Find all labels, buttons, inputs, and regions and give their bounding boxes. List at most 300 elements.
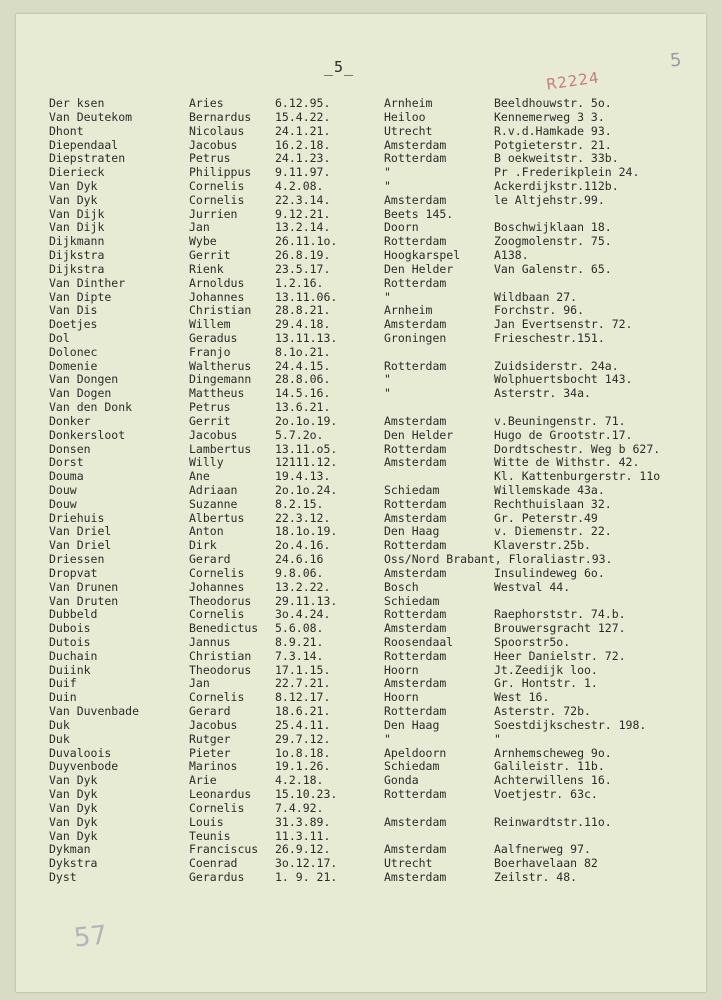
entry-address: Wolphuertsbocht 143.	[494, 372, 633, 387]
entry-surname: Douma	[49, 469, 84, 484]
entry-surname: Duiink	[49, 662, 91, 677]
entry-surname: Duk	[49, 731, 70, 746]
entry-birth-date: 19.4.13.	[275, 469, 331, 484]
list-row	[16, 580, 706, 594]
entry-birth-date: 11.3.11.	[275, 828, 331, 843]
entry-city: Schiedam	[384, 593, 440, 608]
entry-address: Wildbaan 27.	[494, 289, 578, 304]
list-row	[16, 179, 706, 193]
entry-surname: Van Dyk	[49, 178, 98, 193]
list-row	[16, 110, 706, 124]
entry-surname: Van Dijk	[49, 220, 105, 235]
entry-city: Den Helder	[384, 261, 454, 276]
list-row	[16, 607, 706, 621]
entry-birth-date: 13.11.06.	[275, 289, 338, 304]
list-row	[16, 718, 706, 732]
folio-pencil-mark: 5	[669, 49, 683, 72]
list-row	[16, 442, 706, 456]
entry-birth-date: 1o.8.18.	[275, 745, 331, 760]
entry-city: Heiloo	[384, 109, 426, 124]
entry-city: Amsterdam	[384, 565, 447, 580]
entry-address: Forchstr. 96.	[494, 303, 585, 318]
entry-birth-date: 13.2.22.	[275, 579, 331, 594]
entry-first-name: Jacobus	[189, 427, 238, 442]
list-row	[16, 704, 706, 718]
entry-surname: Van Driel	[49, 538, 112, 553]
entry-first-name: Theodorus	[189, 662, 252, 677]
list-row	[16, 207, 706, 221]
entry-address: Zoogmolenstr. 75.	[494, 234, 612, 249]
entry-city: Rotterdam	[384, 538, 447, 553]
list-row	[16, 359, 706, 373]
entry-birth-date: 5.6.08.	[275, 621, 324, 636]
entry-first-name: Rutger	[189, 731, 231, 746]
entry-city: Utrecht	[384, 856, 433, 871]
entry-birth-date: 28.8.06.	[275, 372, 331, 387]
entry-first-name: Jan	[189, 220, 210, 235]
entry-city: Amsterdam	[384, 137, 447, 152]
entry-first-name: Gerrit	[189, 413, 231, 428]
entry-birth-date: 17.1.15.	[275, 662, 331, 677]
entry-address: Willemskade 43a.	[494, 483, 605, 497]
entry-city: Rotterdam	[384, 648, 447, 663]
entry-surname: Van Dinther	[49, 275, 126, 290]
entry-address: Boerhavelaan 82	[494, 856, 598, 871]
entry-address: Beeldhouwstr. 5o.	[494, 96, 612, 110]
entry-city: Oss/Nord Brabant, Floraliastr.93.	[384, 552, 613, 567]
entry-birth-date: 9.12.21.	[275, 206, 331, 221]
entry-birth-date: 15.10.23.	[275, 787, 338, 801]
entry-birth-date: 8.9.21.	[275, 635, 324, 649]
entry-city: Doorn	[384, 220, 419, 235]
entry-address: v. Diemenstr. 22.	[494, 524, 612, 539]
entry-surname: Van Dyk	[49, 828, 98, 843]
entry-birth-date: 8.12.17.	[275, 690, 331, 705]
entry-city: "	[384, 731, 391, 746]
entry-birth-date: 7.4.92.	[275, 800, 324, 815]
entry-surname: Dijkstra	[49, 261, 105, 276]
entry-address: Reinwardtstr.11o.	[494, 814, 612, 829]
entry-address: A138.	[494, 248, 529, 262]
entry-first-name: Theodorus	[189, 593, 252, 608]
entry-first-name: Jacobus	[189, 137, 238, 152]
entry-surname: Van Duvenbade	[49, 704, 140, 719]
entry-address: Aalfnerweg 97.	[494, 842, 591, 857]
entry-first-name: Geradus	[189, 330, 238, 345]
entry-first-name: Gerrit	[189, 248, 231, 262]
entry-birth-date: 13.6.21.	[275, 400, 331, 414]
entry-birth-date: 2o.1o.19.	[275, 413, 338, 428]
entry-surname: Van Dis	[49, 303, 98, 318]
entry-first-name: Cornelis	[189, 607, 245, 622]
entry-address: le Altjehstr.99.	[494, 192, 605, 207]
entry-address: Klaverstr.25b.	[494, 538, 591, 553]
entry-address: Witte de Withstr. 42.	[494, 455, 640, 470]
entry-address: Asterstr. 72b.	[494, 704, 591, 719]
entry-first-name: Willy	[189, 455, 224, 470]
entry-address: Jt.Zeedijk loo.	[494, 662, 598, 677]
list-row	[16, 759, 706, 773]
entry-first-name: Louis	[189, 814, 224, 829]
entry-address: Insulindeweg 6o.	[494, 565, 605, 580]
entry-first-name: Arie	[189, 773, 217, 788]
entry-first-name: Bernardus	[189, 109, 252, 124]
entry-city: Beets 145.	[384, 206, 454, 221]
entry-surname: Van Dijk	[49, 206, 105, 221]
entry-first-name: Christian	[189, 303, 252, 318]
entry-address: Raephorststr. 74.b.	[494, 607, 626, 622]
list-row	[16, 248, 706, 262]
entry-address: Gr. Peterstr.49	[494, 510, 598, 525]
entry-birth-date: 26.8.19.	[275, 248, 331, 262]
entry-city: Amsterdam	[384, 869, 447, 884]
entry-first-name: Waltherus	[189, 358, 252, 373]
entry-birth-date: 4.2.18.	[275, 773, 324, 788]
list-row	[16, 428, 706, 442]
entry-address: "	[494, 731, 501, 746]
entry-address: Zuidsiderstr. 24a.	[494, 358, 619, 373]
entry-birth-date: 5.7.2o.	[275, 427, 324, 442]
entry-city: Bosch	[384, 579, 419, 594]
entry-birth-date: 8.2.15.	[275, 496, 324, 511]
entry-first-name: Wybe	[189, 234, 217, 249]
list-row	[16, 469, 706, 483]
entry-first-name: Albertus	[189, 510, 245, 525]
entry-city: Roosendaal	[384, 635, 454, 649]
entry-birth-date: 6.12.95.	[275, 96, 331, 110]
entry-city: Rotterdam	[384, 787, 447, 801]
entry-first-name: Adriaan	[189, 483, 238, 497]
entry-surname: Dropvat	[49, 565, 98, 580]
entry-surname: Van Deutekom	[49, 109, 133, 124]
entry-surname: Dolonec	[49, 344, 98, 359]
entry-surname: Van Dipte	[49, 289, 112, 304]
entry-address: Frieschestr.151.	[494, 330, 605, 345]
entry-city: Den Helder	[384, 427, 454, 442]
entry-surname: Domenie	[49, 358, 98, 373]
list-row	[16, 870, 706, 884]
entry-birth-date: 8.1o.21.	[275, 344, 331, 359]
entry-surname: Duif	[49, 676, 77, 691]
list-row	[16, 842, 706, 856]
entry-surname: Dubbeld	[49, 607, 98, 622]
entry-birth-date: 4.2.08.	[275, 178, 324, 193]
entry-first-name: Gerardus	[189, 869, 245, 884]
list-row	[16, 414, 706, 428]
entry-first-name: Marinos	[189, 759, 238, 774]
entry-city: Amsterdam	[384, 510, 447, 525]
entry-first-name: Pieter	[189, 745, 231, 760]
entry-surname: Dijkmann	[49, 234, 105, 249]
entry-city: Amsterdam	[384, 192, 447, 207]
entry-surname: Van Driel	[49, 524, 112, 539]
entry-birth-date: 26.9.12.	[275, 842, 331, 857]
entry-address: Heer Danielstr. 72.	[494, 648, 626, 663]
list-row	[16, 815, 706, 829]
entry-first-name: Willem	[189, 317, 231, 332]
entry-address: Ackerdijkstr.112b.	[494, 178, 619, 193]
list-row	[16, 345, 706, 359]
list-row	[16, 676, 706, 690]
entry-city: Gonda	[384, 773, 419, 788]
entry-birth-date: 24.4.15.	[275, 358, 331, 373]
entry-first-name: Jurrien	[189, 206, 238, 221]
entry-city: Rotterdam	[384, 275, 447, 290]
entry-city: "	[384, 372, 391, 387]
list-row	[16, 331, 706, 345]
entry-first-name: Leonardus	[189, 787, 252, 801]
entry-first-name: Dingemann	[189, 372, 252, 387]
entry-birth-date: 24.1.23.	[275, 151, 331, 166]
list-row	[16, 773, 706, 787]
entry-city: Amsterdam	[384, 413, 447, 428]
entry-city: Hoorn	[384, 690, 419, 705]
entry-address: Asterstr. 34a.	[494, 386, 591, 401]
entry-birth-date: 24.6.16	[275, 552, 324, 567]
list-row	[16, 317, 706, 331]
list-row	[16, 746, 706, 760]
list-row	[16, 151, 706, 165]
entry-first-name: Jannus	[189, 635, 231, 649]
entry-birth-date: 2o.1o.24.	[275, 483, 338, 497]
entry-surname: Der ksen	[49, 96, 105, 110]
entry-birth-date: 26.11.1o.	[275, 234, 338, 249]
entry-first-name: Gerard	[189, 552, 231, 567]
entry-birth-date: 9.11.97.	[275, 165, 331, 180]
entry-birth-date: 31.3.89.	[275, 814, 331, 829]
list-row	[16, 787, 706, 801]
entry-surname: Duyvenbode	[49, 759, 119, 774]
list-row	[16, 262, 706, 276]
entry-first-name: Rienk	[189, 261, 224, 276]
entry-birth-date: 12111.12.	[275, 455, 338, 470]
entry-address: Jan Evertsenstr. 72.	[494, 317, 633, 332]
entry-address: v.Beuningenstr. 71.	[494, 413, 626, 428]
entry-city: Schiedam	[384, 483, 440, 497]
entry-first-name: Franciscus	[189, 842, 259, 857]
archive-stamp-mark: R2224	[545, 68, 601, 94]
entry-birth-date: 29.7.12.	[275, 731, 331, 746]
entry-surname: Dijkstra	[49, 248, 105, 262]
entry-address: Hugo de Grootstr.17.	[494, 427, 633, 442]
list-row	[16, 124, 706, 138]
list-row	[16, 511, 706, 525]
entry-city: Groningen	[384, 330, 447, 345]
entry-city: Arnheim	[384, 96, 433, 110]
entry-birth-date: 18.1o.19.	[275, 524, 338, 539]
list-row	[16, 234, 706, 248]
entry-address: Kennemerweg 3 3.	[494, 109, 605, 124]
list-row	[16, 566, 706, 580]
list-row	[16, 829, 706, 843]
entry-surname: Van Dyk	[49, 814, 98, 829]
entry-city: Hoogkarspel	[384, 248, 461, 262]
entry-address: West 16.	[494, 690, 550, 705]
entry-birth-date: 25.4.11.	[275, 717, 331, 732]
list-row	[16, 372, 706, 386]
list-row	[16, 635, 706, 649]
entry-address: R.v.d.Hamkade 93.	[494, 123, 612, 138]
entry-surname: Donkersloot	[49, 427, 126, 442]
entry-first-name: Mattheus	[189, 386, 245, 401]
list-row	[16, 455, 706, 469]
entry-surname: Diependaal	[49, 137, 119, 152]
list-row	[16, 400, 706, 414]
entry-address: Galileistr. 11b.	[494, 759, 605, 774]
entry-surname: Douw	[49, 483, 77, 497]
entry-first-name: Anton	[189, 524, 224, 539]
entry-first-name: Cornelis	[189, 565, 245, 580]
list-row	[16, 621, 706, 635]
entry-birth-date: 3o.12.17.	[275, 856, 338, 871]
entry-surname: Dubois	[49, 621, 91, 636]
entry-first-name: Cornelis	[189, 690, 245, 705]
entry-address: Potgieterstr. 21.	[494, 137, 612, 152]
list-row	[16, 663, 706, 677]
entry-address: Gr. Hontstr. 1.	[494, 676, 598, 691]
entry-first-name: Petrus	[189, 151, 231, 166]
entry-birth-date: 13.2.14.	[275, 220, 331, 235]
entry-first-name: Philippus	[189, 165, 252, 180]
entry-address: Pr .Frederikplein 24.	[494, 165, 640, 180]
entry-city: Amsterdam	[384, 317, 447, 332]
entry-city: "	[384, 178, 391, 193]
list-row	[16, 497, 706, 511]
entry-birth-date: 29.4.18.	[275, 317, 331, 332]
entry-birth-date: 9.8.06.	[275, 565, 324, 580]
entry-surname: Van Dyk	[49, 773, 98, 788]
entry-surname: Van Dyk	[49, 800, 98, 815]
entry-surname: Van den Donk	[49, 400, 133, 414]
entry-first-name: Cornelis	[189, 178, 245, 193]
list-row	[16, 220, 706, 234]
entry-address: Dordtschestr. Weg b 627.	[494, 441, 661, 456]
entry-address: B oekweitstr. 33b.	[494, 151, 619, 166]
entry-first-name: Aries	[189, 96, 224, 110]
entry-surname: Dhont	[49, 123, 84, 138]
entry-birth-date: 14.5.16.	[275, 386, 331, 401]
list-row	[16, 594, 706, 608]
entry-city: Amsterdam	[384, 621, 447, 636]
entry-birth-date: 2o.4.16.	[275, 538, 331, 553]
entry-surname: Diepstraten	[49, 151, 126, 166]
entry-city: Utrecht	[384, 123, 433, 138]
entry-city: Amsterdam	[384, 814, 447, 829]
entry-surname: Dorst	[49, 455, 84, 470]
entry-address: Arnhemscheweg 9o.	[494, 745, 612, 760]
entry-first-name: Suzanne	[189, 496, 238, 511]
list-row	[16, 386, 706, 400]
entry-first-name: Coenrad	[189, 856, 238, 871]
entry-city: Amsterdam	[384, 455, 447, 470]
entry-city: Schiedam	[384, 759, 440, 774]
entry-city: Rotterdam	[384, 441, 447, 456]
entry-birth-date: 29.11.13.	[275, 593, 338, 608]
entry-address: Van Galenstr. 65.	[494, 261, 612, 276]
entry-city: Hoorn	[384, 662, 419, 677]
list-row	[16, 96, 706, 110]
entry-birth-date: 22.7.21.	[275, 676, 331, 691]
entry-birth-date: 18.6.21.	[275, 704, 331, 719]
entry-surname: Van Dogen	[49, 386, 112, 401]
entry-surname: Duchain	[49, 648, 98, 663]
entry-surname: Van Dongen	[49, 372, 119, 387]
entry-address: Spoorstr5o.	[494, 635, 571, 649]
entry-birth-date: 19.1.26.	[275, 759, 331, 774]
entry-surname: Dykstra	[49, 856, 98, 871]
entry-surname: Driehuis	[49, 510, 105, 525]
entry-city: Den Haag	[384, 524, 440, 539]
entry-city: Rotterdam	[384, 234, 447, 249]
entry-city: Rotterdam	[384, 358, 447, 373]
entry-first-name: Lambertus	[189, 441, 252, 456]
entry-first-name: Franjo	[189, 344, 231, 359]
entry-city: Amsterdam	[384, 676, 447, 691]
entry-surname: Dol	[49, 330, 70, 345]
entry-birth-date: 13.11.13.	[275, 330, 338, 345]
entry-surname: Donsen	[49, 441, 91, 456]
list-row	[16, 483, 706, 497]
list-row	[16, 649, 706, 663]
entry-birth-date: 3o.4.24.	[275, 607, 331, 622]
entry-address: Boschwijklaan 18.	[494, 220, 612, 235]
entry-first-name: Benedictus	[189, 621, 259, 636]
list-row	[16, 552, 706, 566]
entry-surname: Van Dyk	[49, 787, 98, 801]
entry-birth-date: 13.11.o5.	[275, 441, 338, 456]
entry-surname: Dutois	[49, 635, 91, 649]
entry-birth-date: 28.8.21.	[275, 303, 331, 318]
entry-address: Achterwillens 16.	[494, 773, 612, 788]
entry-city: Arnheim	[384, 303, 433, 318]
entry-surname: Duvaloois	[49, 745, 112, 760]
entry-first-name: Jacobus	[189, 717, 238, 732]
entry-surname: Van Druten	[49, 593, 119, 608]
entry-address: Voetjestr. 63c.	[494, 787, 598, 801]
list-row	[16, 801, 706, 815]
entry-birth-date: 1. 9. 21.	[275, 869, 338, 884]
entry-city: "	[384, 289, 391, 304]
entry-birth-date: 22.3.12.	[275, 510, 331, 525]
entry-city: Apeldoorn	[384, 745, 447, 760]
list-row	[16, 193, 706, 207]
entry-first-name: Teunis	[189, 828, 231, 843]
entry-birth-date: 16.2.18.	[275, 137, 331, 152]
entry-surname: Van Drunen	[49, 579, 119, 594]
entry-first-name: Cornelis	[189, 800, 245, 815]
entry-address: Westval 44.	[494, 579, 571, 594]
entry-birth-date: 15.4.22.	[275, 109, 331, 124]
entry-birth-date: 1.2.16.	[275, 275, 324, 290]
list-row	[16, 138, 706, 152]
entry-city: Rotterdam	[384, 151, 447, 166]
entry-address: Zeilstr. 48.	[494, 869, 578, 884]
list-row	[16, 524, 706, 538]
corner-pencil-mark: 57	[72, 920, 109, 954]
list-row	[16, 276, 706, 290]
entry-address: Brouwersgracht 127.	[494, 621, 626, 636]
entry-birth-date: 7.3.14.	[275, 648, 324, 663]
entry-surname: Van Dyk	[49, 192, 98, 207]
entry-first-name: Arnoldus	[189, 275, 245, 290]
list-row	[16, 165, 706, 179]
entry-city: Rotterdam	[384, 607, 447, 622]
list-row	[16, 732, 706, 746]
entry-first-name: Petrus	[189, 400, 231, 414]
entry-first-name: Gerard	[189, 704, 231, 719]
list-row	[16, 690, 706, 704]
entry-surname: Duin	[49, 690, 77, 705]
